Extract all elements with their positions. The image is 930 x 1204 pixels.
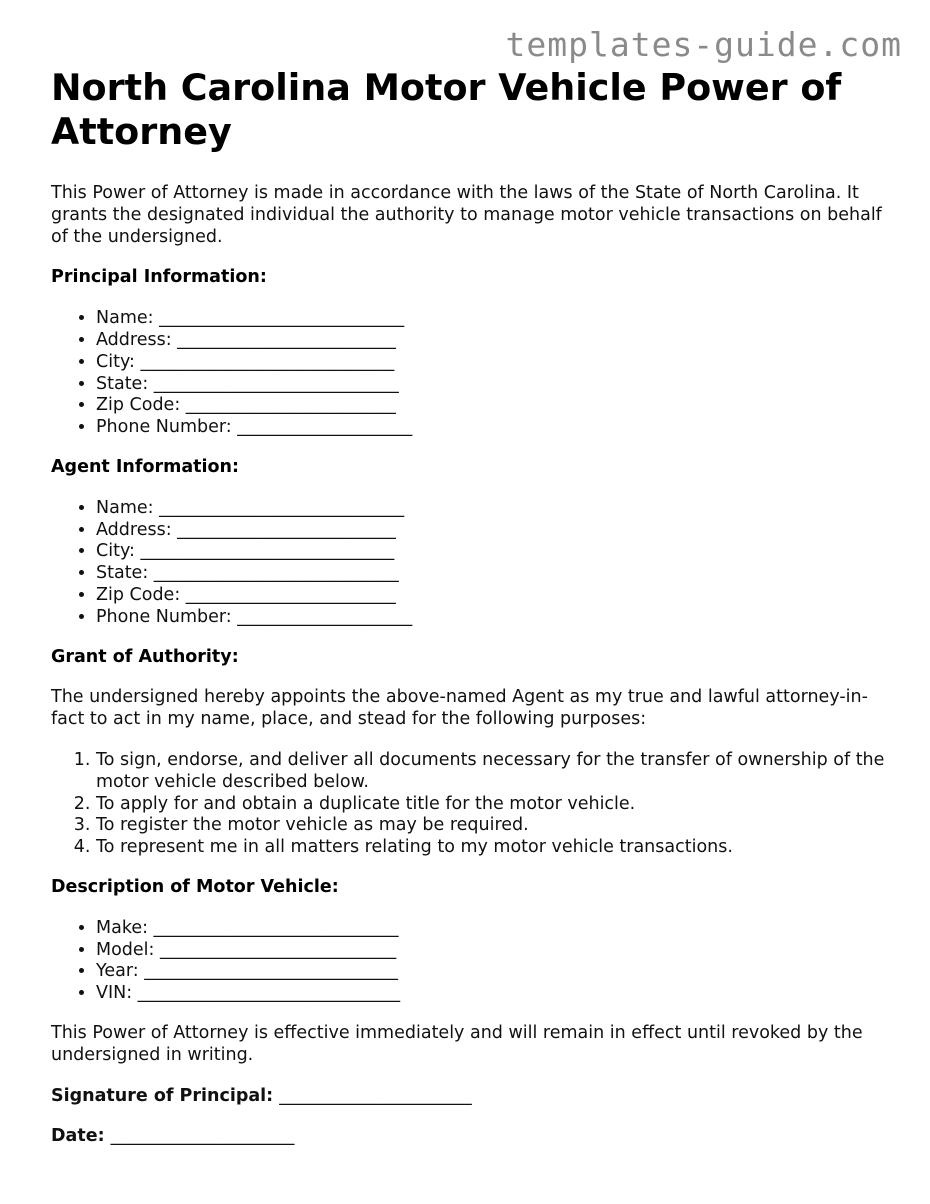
principal-phone-field: • Phone Number: ____________________	[96, 417, 891, 439]
intro-paragraph: This Power of Attorney is made in accordance with the laws of the State of North Carolina. It grants the designated individual the authority to manage motor vehicle transactions on behalf of the undersigned.	[51, 183, 882, 247]
authority-heading: Grant of Authority:	[51, 646, 239, 667]
watermark: templates-guide.com	[505, 25, 902, 64]
agent-zip-field: • Zip Code: ________________________	[96, 585, 891, 607]
authority-list	[51, 750, 891, 859]
agent-state-field: • State: ____________________________	[96, 563, 891, 585]
signature-label: Signature of Principal:	[51, 1085, 280, 1106]
authority-item: 4. To represent me in all matters relating to my motor vehicle transactions.	[96, 837, 891, 859]
principal-name-field: • Name: ____________________________	[96, 308, 891, 330]
vehicle-model-field: • Model: ___________________________	[96, 940, 891, 962]
principal-list	[51, 308, 891, 439]
principal-zip-field: • Zip Code: ________________________	[96, 395, 891, 417]
authority-paragraph: The undersigned hereby appoints the above-named Agent as my true and lawful attorney-in-fact to act in my name, place, and stead for the following purposes:	[51, 687, 868, 730]
document-title: North Carolina Motor Vehicle Power of Attorney	[51, 66, 842, 153]
principal-city-field: • City: _____________________________	[96, 352, 891, 374]
date-label: Date:	[51, 1126, 111, 1147]
agent-list	[51, 498, 891, 629]
signature-row	[51, 1086, 891, 1108]
principal-heading: Principal Information:	[51, 267, 267, 288]
authority-item: 1. To sign, endorse, and deliver all documents necessary for the transfer of ownership of the motor vehicle described below.	[96, 750, 891, 794]
agent-address-field: • Address: _________________________	[96, 520, 891, 542]
principal-state-field: • State: ____________________________	[96, 374, 891, 396]
principal-address-field: • Address: _________________________	[96, 330, 891, 352]
vehicle-vin-field: • VIN: ______________________________	[96, 983, 891, 1005]
date-line: _____________________	[110, 1126, 295, 1147]
effective-paragraph: This Power of Attorney is effective immediately and will remain in effect until revoked by the undersigned in writing.	[51, 1022, 863, 1065]
authority-item: 3. To register the motor vehicle as may be required.	[96, 815, 891, 837]
date-row	[51, 1126, 891, 1148]
vehicle-make-field: • Make: ____________________________	[96, 918, 891, 940]
signature-line: ______________________	[279, 1085, 472, 1106]
agent-heading: Agent Information:	[51, 456, 239, 477]
vehicle-year-field: • Year: _____________________________	[96, 961, 891, 983]
document	[51, 66, 891, 1167]
agent-phone-field: • Phone Number: ____________________	[96, 607, 891, 629]
vehicle-heading: Description of Motor Vehicle:	[51, 876, 339, 897]
authority-item: 2. To apply for and obtain a duplicate title for the motor vehicle.	[96, 794, 891, 816]
vehicle-list	[51, 918, 891, 1005]
agent-city-field: • City: _____________________________	[96, 541, 891, 563]
agent-name-field: • Name: ____________________________	[96, 498, 891, 520]
